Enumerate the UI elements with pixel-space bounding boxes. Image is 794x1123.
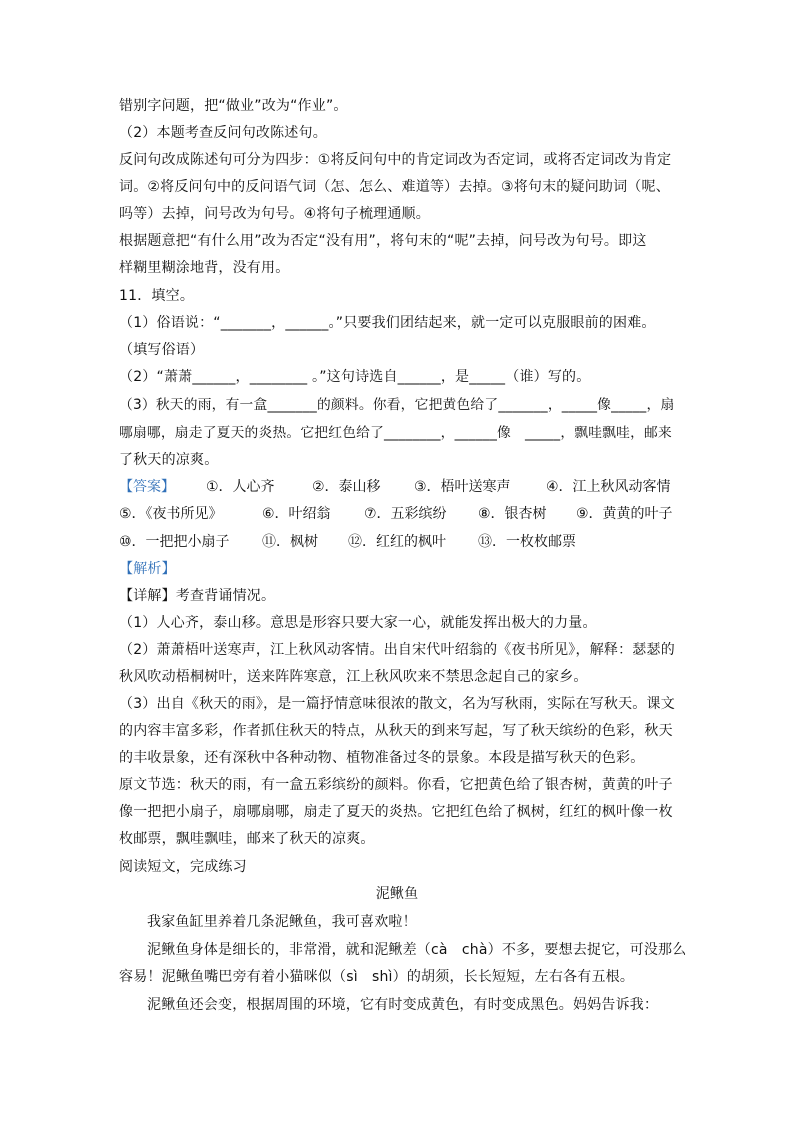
answer-item: ⑥．叶绍翁 bbox=[262, 506, 331, 522]
text-line: 了秋天的凉爽。 bbox=[119, 452, 219, 468]
text-line: 吗等）去掉，问号改为句号。④将句子梳理通顺。 bbox=[119, 206, 430, 222]
text-line: （2）“萧萧______，________ 。”这句诗选自______，是_____（谁）写的。 bbox=[119, 369, 591, 385]
text-line: （1）俗语说：“_______，______。”只要我们团结起来，就一定可以克服眼前的困难。 bbox=[119, 315, 656, 331]
passage-title: 泥鳅鱼 bbox=[375, 886, 419, 902]
text-line: 错别字问题，把“做业”改为“作业”。 bbox=[119, 98, 348, 114]
passage-paragraph: 泥鳅鱼还会变，根据周围的环境，它有时变成黄色，有时变成黑色。妈妈告诉我： bbox=[147, 997, 659, 1013]
text-line: 的内容丰富多彩，作者抓住秋天的特点，从秋天的到来写起，写了秋天缤纷的色彩，秋天 bbox=[119, 723, 673, 739]
text-line: 哪扇哪，扇走了夏天的炎热。它把红色给了________，______像 _____，飘哇飘哇，邮来 bbox=[119, 425, 672, 441]
answer-item: ⑨．黄黄的叶子 bbox=[576, 506, 673, 522]
answer-item: ⑪．枫树 bbox=[262, 534, 318, 550]
passage-paragraph: 泥鳅鱼身体是细长的，非常滑，就和泥鳅差（cà chà）不多，要想去捉它，可没那么 bbox=[147, 942, 687, 958]
answer-item: ③．梧叶送寒声 bbox=[414, 479, 511, 495]
answer-item: ⑤．《夜书所见》 bbox=[119, 506, 223, 522]
answer-item: ④．江上秋风动客情 bbox=[546, 479, 671, 495]
answer-item: ②．泰山移 bbox=[312, 479, 381, 495]
text-line: 的丰收景象，还有深秋中各种动物、植物准备过冬的景象。本段是描写秋天的色彩。 bbox=[119, 750, 645, 766]
text-line: 像一把把小扇子，扇哪扇哪，扇走了夏天的炎热。它把红色给了枫树，红红的枫叶像一枚 bbox=[119, 804, 673, 820]
text-line: 原文节选：秋天的雨，有一盒五彩缤纷的颜料。你看，它把黄色给了银杏树，黄黄的叶子 bbox=[119, 777, 673, 793]
passage-paragraph: 我家鱼缸里养着几条泥鳅鱼，我可喜欢啦！ bbox=[147, 914, 417, 930]
text-line: （2）萧萧梧叶送寒声，江上秋风动客情。出自宋代叶绍翁的《夜书所见》，解释：瑟瑟的 bbox=[119, 642, 675, 658]
text-line: （3）出自《秋天的雨》，是一篇抒情意味很浓的散文，名为写秋雨，实际在写秋天。课文 bbox=[119, 696, 675, 712]
answer-item: ⑦．五彩缤纷 bbox=[364, 506, 447, 522]
text-line: 根据题意把“有什么用”改为否定“没有用”，将句末的“呢”去掉，问号改为句号。即这 bbox=[119, 233, 647, 249]
passage-paragraph: 容易！泥鳅鱼嘴巴旁有着小猫咪似（sì shì）的胡须，长长短短，左右各有五根。 bbox=[119, 969, 635, 985]
text-line: 样糊里糊涂地背，没有用。 bbox=[119, 260, 290, 276]
answer-label: 【答案】 bbox=[119, 479, 175, 495]
analysis-label: 【解析】 bbox=[119, 561, 176, 577]
answer-item: ⑧．银杏树 bbox=[478, 506, 547, 522]
text-line: 阅读短文，完成练习 bbox=[119, 859, 247, 875]
text-line: （填写俗语） bbox=[119, 342, 205, 358]
text-line: （2）本题考查反问句改陈述句。 bbox=[119, 125, 327, 141]
answer-item: ①．人心齐 bbox=[206, 479, 275, 495]
text-line: 秋风吹动梧桐树叶，送来阵阵寒意，江上秋风吹来不禁思念起自己的家乡。 bbox=[119, 669, 588, 685]
answer-item: ⑬．一枚枚邮票 bbox=[478, 534, 576, 550]
question-heading: 11．填空。 bbox=[119, 288, 195, 304]
text-line: （3）秋天的雨，有一盒_______的颜料。你看，它把黄色给了_______，_____像_____，扇 bbox=[119, 397, 675, 413]
text-line: 词。②将反问句中的反问语气词（怎、怎么、难道等）去掉。③将句末的疑问助词（呢、 bbox=[119, 179, 670, 195]
answer-item: ⑩．一把把小扇子 bbox=[119, 534, 230, 550]
text-line: 反问句改成陈述句可分为四步：①将反问句中的肯定词改为否定词，或将否定词改为肯定 bbox=[119, 152, 672, 168]
text-line: 【详解】考查背诵情况。 bbox=[119, 588, 276, 604]
text-line: （1）人心齐，泰山移。意思是形容只要大家一心，就能发挥出极大的力量。 bbox=[119, 615, 597, 631]
answer-item: ⑫．红红的枫叶 bbox=[348, 534, 446, 550]
text-line: 枚邮票，飘哇飘哇，邮来了秋天的凉爽。 bbox=[119, 831, 375, 847]
